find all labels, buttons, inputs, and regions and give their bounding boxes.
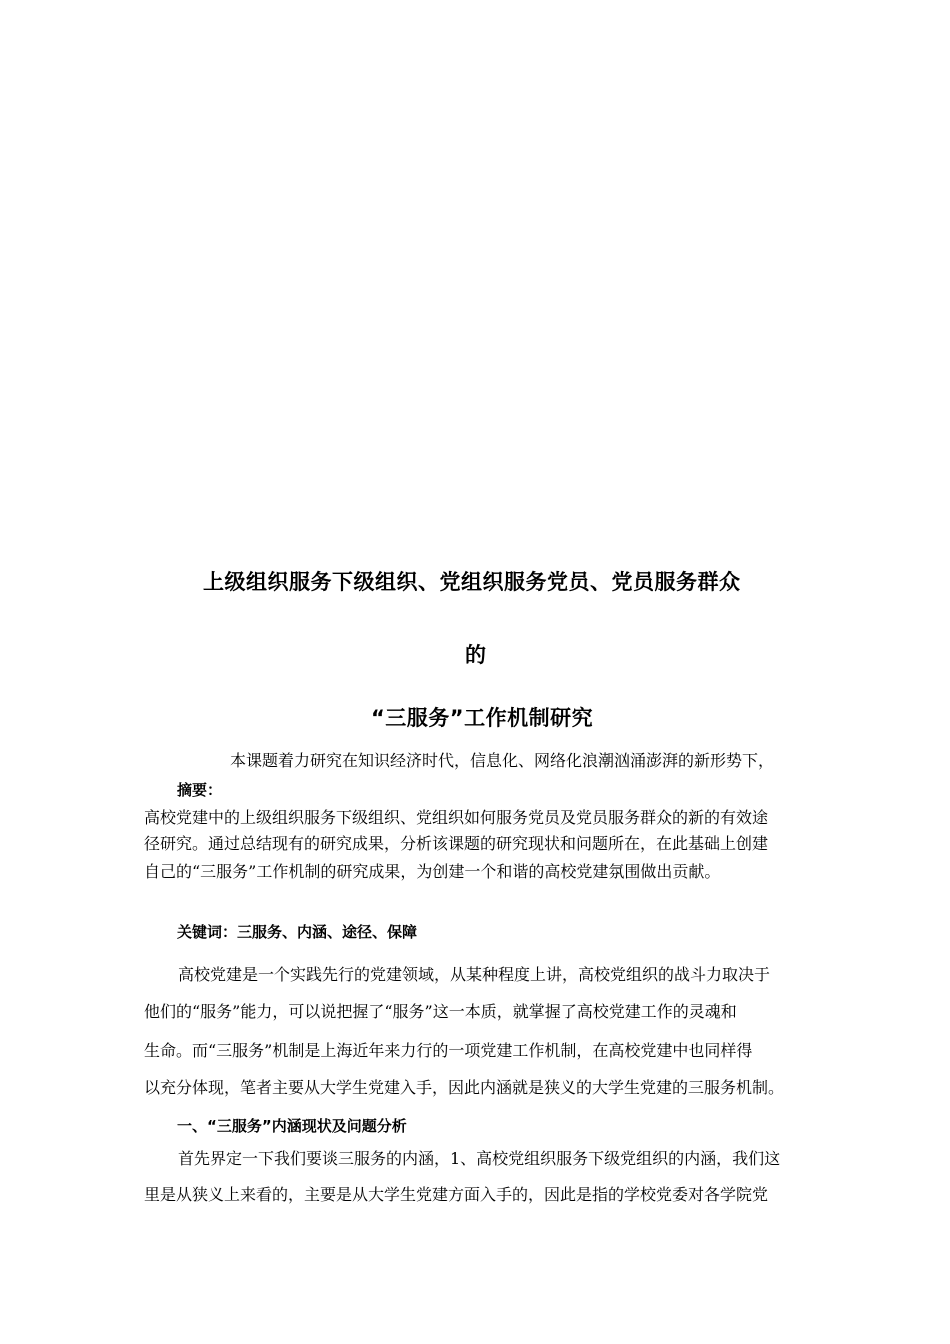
intro-line: 以充分体现，笔者主要从大学生党建入手，因此内涵就是狭义的大学生党建的三服务机制。 xyxy=(144,1078,785,1097)
intro-line: 高校党建是一个实践先行的党建领域，从某种程度上讲，高校党组织的战斗力取决于 xyxy=(178,965,771,984)
title-line-3: “三服务”工作机制研究 xyxy=(371,706,594,730)
title-line-2: 的 xyxy=(465,643,487,667)
abstract-line: 高校党建中的上级组织服务下级组织、党组织如何服务党员及党员服务群众的新的有效途 xyxy=(144,808,769,827)
intro-line: 生命。而“三服务”机制是上海近年来力行的一项党建工作机制，在高校党建中也同样得 xyxy=(144,1041,753,1060)
section-line: 首先界定一下我们要谈三服务的内涵，1、高校党组织服务下级党组织的内涵，我们这 xyxy=(178,1149,781,1168)
section-heading: 一、“三服务”内涵现状及问题分析 xyxy=(177,1117,407,1135)
intro-line: 他们的“服务”能力，可以说把握了“服务”这一本质，就掌握了高校党建工作的灵魂和 xyxy=(144,1002,737,1021)
abstract-line: 自己的“三服务”工作机制的研究成果，为创建一个和谐的高校党建氛围做出贡献。 xyxy=(144,862,721,881)
abstract-intro: 本课题着力研究在知识经济时代，信息化、网络化浪潮汹涌澎湃的新形势下， xyxy=(230,751,775,770)
section-line: 里是从狭义上来看的，主要是从大学生党建方面入手的，因此是指的学校党委对各学院党 xyxy=(144,1185,769,1204)
title-line-1: 上级组织服务下级组织、党组织服务党员、党员服务群众 xyxy=(203,570,741,594)
abstract-label: 摘要： xyxy=(177,781,223,799)
keywords: 关键词：三服务、内涵、途径、保障 xyxy=(177,923,418,941)
abstract-line: 径研究。通过总结现有的研究成果，分析该课题的研究现状和问题所在，在此基础上创建 xyxy=(144,834,769,853)
